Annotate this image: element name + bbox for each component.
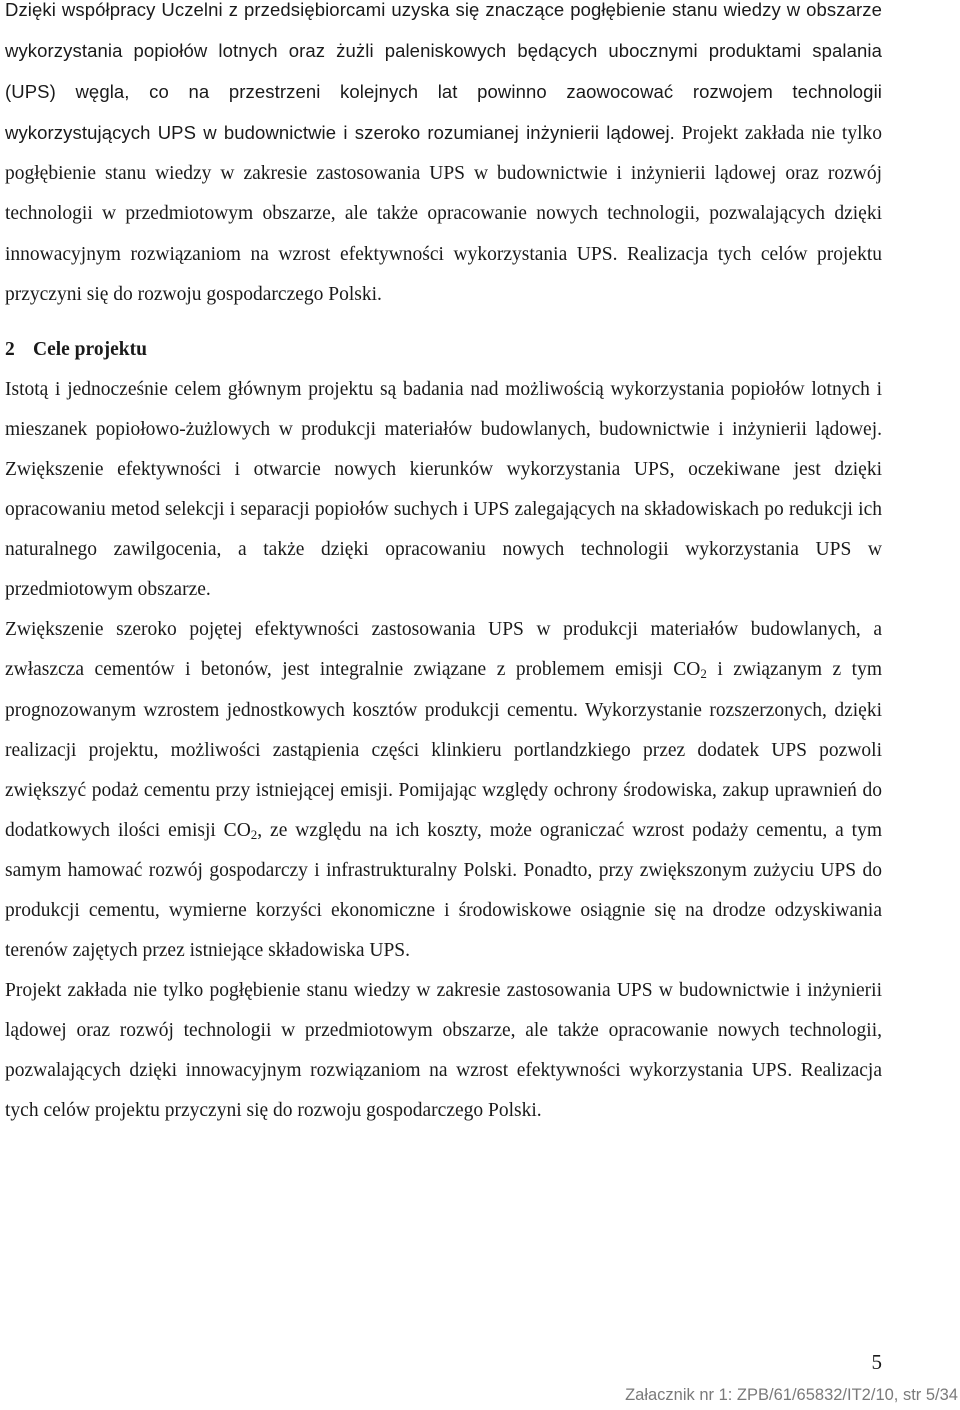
summary-paragraph: Projekt zakłada nie tylko pogłębienie stanu wiedzy w zakresie zastosowania UPS w budownictwie i inżynierii lądowej oraz rozwój technologii w przedmiotowym obszarze, ale także opracowanie nowych technologii, pozwalających dzięki innowacyjnym rozwiązaniom na wzrost efektywności wykorzystania UPS. Realizacja tych celów projektu przyczyni się do rozwoju gospodarczego Polski.: [5, 980, 882, 1122]
section-number: 2: [5, 338, 15, 360]
intro-sans-text: Dzięki współpracy Uczelni z przedsiębiorcami uzyska się znaczące pogłębienie stanu wiedzy w obszarze wykorzystania popiołów lotnych oraz żużli paleniskowych będących ubocznymi produktami spalania (UPS) węgla, co na przestrzeni kolejnych lat powinno zaowocować rozwojem technologii wykorzystujących UPS w budownictwie i szeroko rozumianej inżynierii lądowej.: [5, 0, 882, 144]
co2-subscript: 2: [250, 826, 258, 842]
co2-subscript: 2: [700, 666, 707, 682]
attachment-footer: Załacznik nr 1: ZPB/61/65832/IT2/10, str 5/34: [625, 1386, 958, 1404]
page-number: 5: [871, 1350, 882, 1374]
emission-paragraph: [5, 610, 882, 971]
emission-text-c: , ze względu na ich koszty, może ograniczać wzrost podaży cementu, a tym samym hamować rozwój gospodarczy i infrastrukturalny Polski. Ponadto, przy zwiększonym zużyciu UPS do produkcji cementu, wymierne korzyści ekonomiczne i środowiskowe osiągnie się na drodze odzyskiwania terenów zajętych przez istniejące składowiska UPS.: [5, 819, 883, 962]
intro-serif-text: Projekt zakłada nie tylko pogłębienie stanu wiedzy w zakresie zastosowania UPS w budownictwie i inżynierii lądowej oraz rozwój technologii w przedmiotowym obszarze, ale także opracowanie nowych technologii, pozwalających dzięki innowacyjnym rozwiązaniom na wzrost efektywności wykorzystania UPS. Realizacja tych celów projektu przyczyni się do rozwoju gospodarczego Polski.: [5, 123, 882, 305]
section-title: Cele projektu: [33, 338, 147, 360]
intro-paragraph: [5, 0, 882, 315]
document-page: [5, 0, 882, 1132]
section-heading: [5, 330, 882, 370]
goals-paragraph: Istotą i jednocześnie celem głównym projektu są badania nad możliwością wykorzystania popiołów lotnych i mieszanek popiołowo-żużlowych w produkcji materiałów budowlanych, budownictwie i inżynierii lądowej. Zwiększenie efektywności i otwarcie nowych kierunków wykorzystania UPS, oczekiwane jest dzięki opracowaniu metod selekcji i separacji popiołów suchych i UPS zalegających na składowiskach po redukcji ich naturalnego zawilgocenia, a także dzięki opracowaniu nowych technologii wykorzystania UPS w przedmiotowym obszarze.: [5, 378, 882, 601]
emission-text-a: Zwiększenie szeroko pojętej efektywności zastosowania UPS w produkcji materiałów budowlanych, a zwłaszcza cementów i betonów, jest integralnie związane z problemem emisji CO: [5, 619, 882, 681]
emission-text-b: i związanym z tym prognozowanym wzrostem jednostkowych kosztów produkcji cementu. Wykorzystanie rozszerzonych, dzięki realizacji projektu, możliwości zastąpienia części klinkieru portlandzkiego przez dodatek UPS pozwoli zwiększyć podaż cementu przy istniejącej emisji. Pomijając względy ochrony środowiska, zakup uprawnień do dodatkowych ilości emisji CO: [5, 659, 882, 841]
